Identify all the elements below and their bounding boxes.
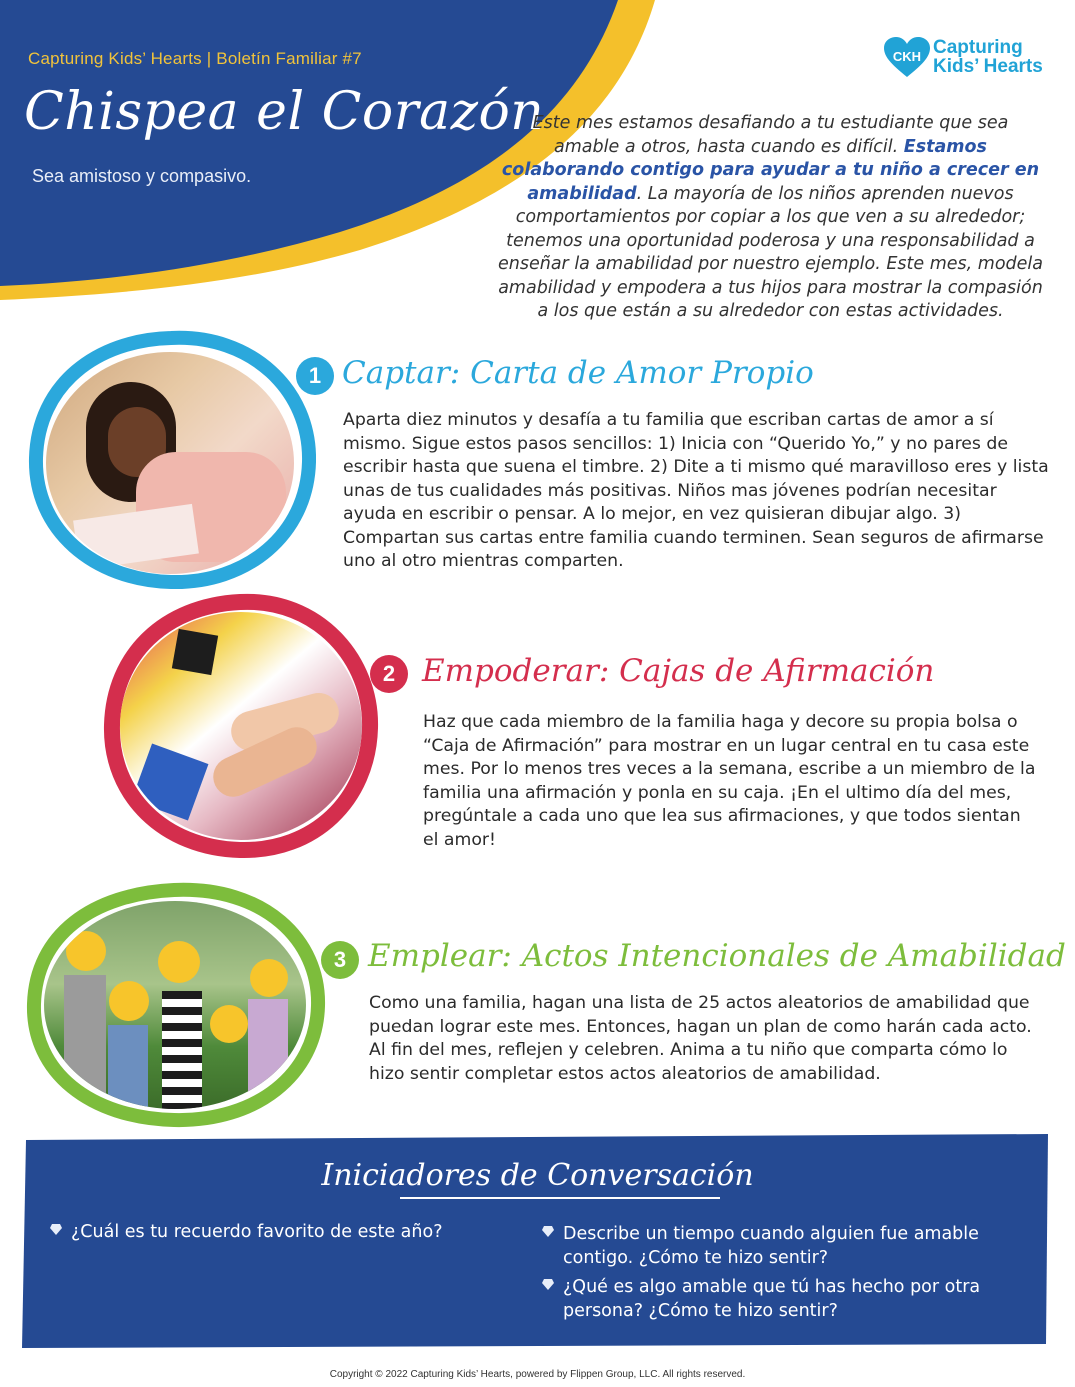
intro-highlight: Estamos colaborando contigo para ayudar a tu niño a crecer en amabilidad <box>501 136 1040 204</box>
logo-line-1: Capturing <box>933 37 1023 58</box>
section-1-body: Aparta diez minutos y desafía a tu familia que escriban cartas de amor a sí mismo. Sigue estos pasos sencillos: 1) Inicia con “Querido Yo,” y no pares de escribir hasta que suena el timbre. 2) Dite a ti mismo qué maravilloso eres y lista unas de tus cualidades más positivas. Niños mas jóvenes podrían necesitar ayuda en escribir o pensar. A lo mejor, en vez quisieran dibujar algo. 3) Compartan sus cartas entre familia cuando terminen. Sean seguros de afirmarse uno al otro mientras comparten. <box>343 410 1049 571</box>
section-3-title: Emplear: Actos Intencionales de Amabilidad <box>368 938 1066 974</box>
conversation-starters-title: Iniciadores de Conversación <box>321 1158 754 1193</box>
intro-text-1: Este mes estamos desafiando a tu estudiante que sea amable a otros, hasta cuando es difícil. <box>532 113 1009 157</box>
heart-gem-icon <box>49 1222 63 1236</box>
starter-item-2 <box>563 1222 1013 1270</box>
section-2-photo <box>120 612 362 840</box>
starter-item-3 <box>563 1275 1013 1323</box>
heart-gem-icon <box>541 1224 555 1238</box>
section-1-title: Captar: Carta de Amor Propio <box>342 355 814 391</box>
starter-item-1 <box>71 1220 491 1244</box>
starter-text-1: ¿Cuál es tu recuerdo favorito de este año? <box>71 1222 443 1242</box>
section-3-body: Como una familia, hagan una lista de 25 actos aleatorios de amabilidad que puedan lograr este mes. Entonces, hagan un plan de como harán cada acto. Al fin del mes, reflejen y celebren. Anima a tu niño que comparta cómo lo hizo sentir completar estos actos aleatorios de amabilidad. <box>369 993 1032 1084</box>
section-3-number: 3 <box>321 941 359 979</box>
section-2-body: Haz que cada miembro de la familia haga y decore su propia bolsa o “Caja de Afirmación” para mostrar en un lugar central en tu casa este mes. Por lo menos tres veces a la semana, escribe a un miembro de la familia una afirmación y ponla en su caja. ¡En el ultimo día del mes, pregúntale a cada uno que lea sus afirmaciones, y que todos sientan el amor! <box>423 712 1036 850</box>
page-subtitle: Sea amistoso y compasivo. <box>32 166 252 186</box>
logo-line-2: Kids’ Hearts <box>933 56 1043 77</box>
intro-text-2: . La mayoría de los niños aprenden nuevos comportamientos por copiar a los que ven a su alrededor; tenemos una oportunidad poderosa y una responsabilidad a enseñar la amabilidad por nuestro ejemplo. Este mes, modela amabilidad y empodera a tus hijos para mostrar la compasión a los que están a su alrededor con estas actividades. <box>498 183 1044 321</box>
starter-text-2: Describe un tiempo cuando alguien fue amable contigo. ¿Cómo te hizo sentir? <box>563 1224 979 1268</box>
logo-mark-text: CKH <box>892 49 922 64</box>
newsletter-eyebrow: Capturing Kids’ Hearts | Boletín Familiar #7 <box>28 49 362 68</box>
section-2-title: Empoderar: Cajas de Afirmación <box>422 653 935 689</box>
logo-wordmark <box>933 38 1043 76</box>
heart-gem-icon <box>541 1277 555 1291</box>
section-3-photo <box>44 901 306 1109</box>
copyright-footer: Copyright © 2022 Capturing Kids’ Hearts, powered by Flippen Group, LLC. All rights reserved. <box>329 1369 746 1380</box>
ckh-logo-icon <box>884 37 930 79</box>
section-2-number: 2 <box>370 655 408 693</box>
page-title: Chispea el Corazón <box>24 82 545 142</box>
starter-text-3: ¿Qué es algo amable que tú has hecho por otra persona? ¿Cómo te hizo sentir? <box>563 1277 981 1321</box>
intro-paragraph <box>498 112 1043 324</box>
section-1-photo <box>46 352 294 574</box>
section-1-number: 1 <box>296 357 334 395</box>
title-underline <box>400 1196 720 1200</box>
